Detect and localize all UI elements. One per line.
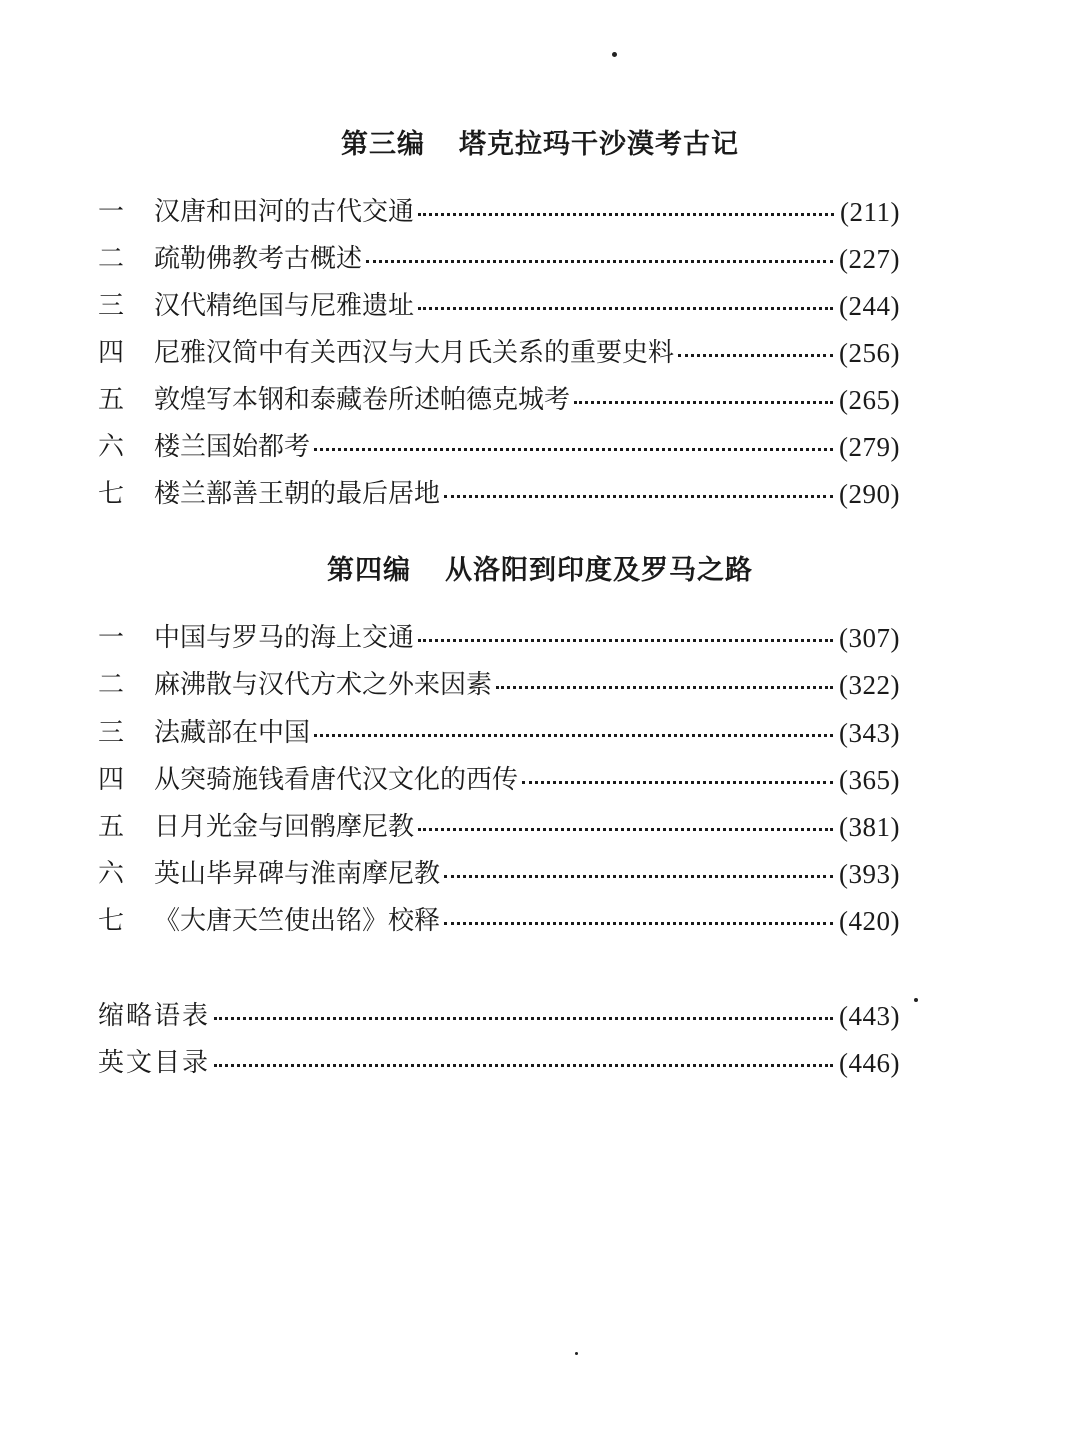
dot-leader xyxy=(522,781,833,784)
entry-title: 日月光金与回鹘摩尼教 xyxy=(154,812,415,842)
dot-leader xyxy=(366,260,833,263)
entry-index: 四 xyxy=(98,765,125,795)
part4-number: 第四编 xyxy=(327,555,411,586)
dot-leader xyxy=(314,734,833,737)
entry-page-number: (256) xyxy=(839,338,900,368)
toc-entry-abbreviations[interactable] xyxy=(98,996,900,1036)
toc-entry[interactable] xyxy=(98,427,900,467)
dot-leader xyxy=(574,401,833,404)
entry-page-number: (244) xyxy=(839,291,900,321)
dot-leader xyxy=(418,639,833,642)
entry-index: 三 xyxy=(98,291,125,321)
entry-title: 麻沸散与汉代方术之外来因素 xyxy=(154,670,493,700)
entry-page-number: (227) xyxy=(839,244,900,274)
scan-speck xyxy=(914,998,918,1002)
toc-entry[interactable] xyxy=(98,713,900,753)
entry-index: 三 xyxy=(98,718,125,748)
entry-title: 法藏部在中国 xyxy=(154,718,311,748)
entry-title: 尼雅汉简中有关西汉与大月氏关系的重要史料 xyxy=(154,338,675,368)
part3-number: 第三编 xyxy=(341,129,425,160)
entry-page-number: (290) xyxy=(839,479,900,509)
entry-index: 七 xyxy=(98,479,125,509)
scan-speck xyxy=(575,1352,578,1355)
entry-index: 五 xyxy=(98,812,125,842)
toc-entry[interactable] xyxy=(98,286,900,326)
entry-page-number: (265) xyxy=(839,385,900,415)
entry-index: 一 xyxy=(98,623,125,653)
entry-title: 汉代精绝国与尼雅遗址 xyxy=(154,291,415,321)
entry-page-number: (381) xyxy=(839,812,900,842)
entry-page-number: (307) xyxy=(839,623,900,653)
dot-leader xyxy=(496,686,833,689)
entry-page-number: (443) xyxy=(839,1001,900,1031)
entry-index: 二 xyxy=(98,244,125,274)
entry-title: 英文目录 xyxy=(98,1048,211,1078)
entry-index: 四 xyxy=(98,338,125,368)
entry-title: 疏勒佛教考古概述 xyxy=(154,244,363,274)
dot-leader xyxy=(214,1064,833,1067)
toc-entry[interactable] xyxy=(98,901,900,941)
entry-page-number: (420) xyxy=(839,906,900,936)
entry-index: 一 xyxy=(98,197,125,227)
entry-title: 英山毕昇碑与淮南摩尼教 xyxy=(154,859,441,889)
entry-page-number: (343) xyxy=(839,718,900,748)
dot-leader xyxy=(314,448,833,451)
dot-leader xyxy=(444,922,833,925)
dot-leader xyxy=(678,354,833,357)
part3-title: 塔克拉玛干沙漠考古记 xyxy=(459,129,739,160)
toc-entry[interactable] xyxy=(98,192,900,232)
entry-page-number: (322) xyxy=(839,670,900,700)
entry-page-number: (393) xyxy=(839,859,900,889)
entry-title: 《大唐天竺使出铭》校释 xyxy=(154,906,441,936)
entry-page-number: (279) xyxy=(839,432,900,462)
entry-page-number: (211) xyxy=(840,197,900,227)
toc-entry[interactable] xyxy=(98,333,900,373)
dot-leader xyxy=(418,307,833,310)
scan-speck xyxy=(612,52,617,57)
dot-leader xyxy=(418,213,834,216)
dot-leader xyxy=(214,1017,833,1020)
entry-index: 五 xyxy=(98,385,125,415)
entry-page-number: (365) xyxy=(839,765,900,795)
entry-index: 六 xyxy=(98,432,125,462)
entry-title: 汉唐和田河的古代交通 xyxy=(154,197,415,227)
entry-index: 二 xyxy=(98,670,125,700)
dot-leader xyxy=(444,495,833,498)
entry-index: 六 xyxy=(98,859,125,889)
toc-entry[interactable] xyxy=(98,760,900,800)
part4-heading xyxy=(0,548,1080,587)
toc-entry[interactable] xyxy=(98,239,900,279)
dot-leader xyxy=(444,875,833,878)
entry-title: 敦煌写本钢和泰藏卷所述帕德克城考 xyxy=(154,385,571,415)
part3-heading xyxy=(0,122,1080,161)
toc-entry[interactable] xyxy=(98,474,900,514)
entry-index: 七 xyxy=(98,906,125,936)
toc-entry[interactable] xyxy=(98,380,900,420)
entry-title: 楼兰鄯善王朝的最后居地 xyxy=(154,479,441,509)
toc-entry[interactable] xyxy=(98,665,900,705)
entry-title: 楼兰国始都考 xyxy=(154,432,311,462)
entry-title: 从突骑施钱看唐代汉文化的西传 xyxy=(154,765,519,795)
toc-entry[interactable] xyxy=(98,618,900,658)
toc-entry[interactable] xyxy=(98,807,900,847)
entry-title: 中国与罗马的海上交通 xyxy=(154,623,415,653)
entry-page-number: (446) xyxy=(839,1048,900,1078)
part4-title: 从洛阳到印度及罗马之路 xyxy=(445,555,753,586)
toc-entry[interactable] xyxy=(98,854,900,894)
dot-leader xyxy=(418,828,833,831)
entry-title: 缩略语表 xyxy=(98,1001,211,1031)
toc-entry-english-contents[interactable] xyxy=(98,1043,900,1083)
